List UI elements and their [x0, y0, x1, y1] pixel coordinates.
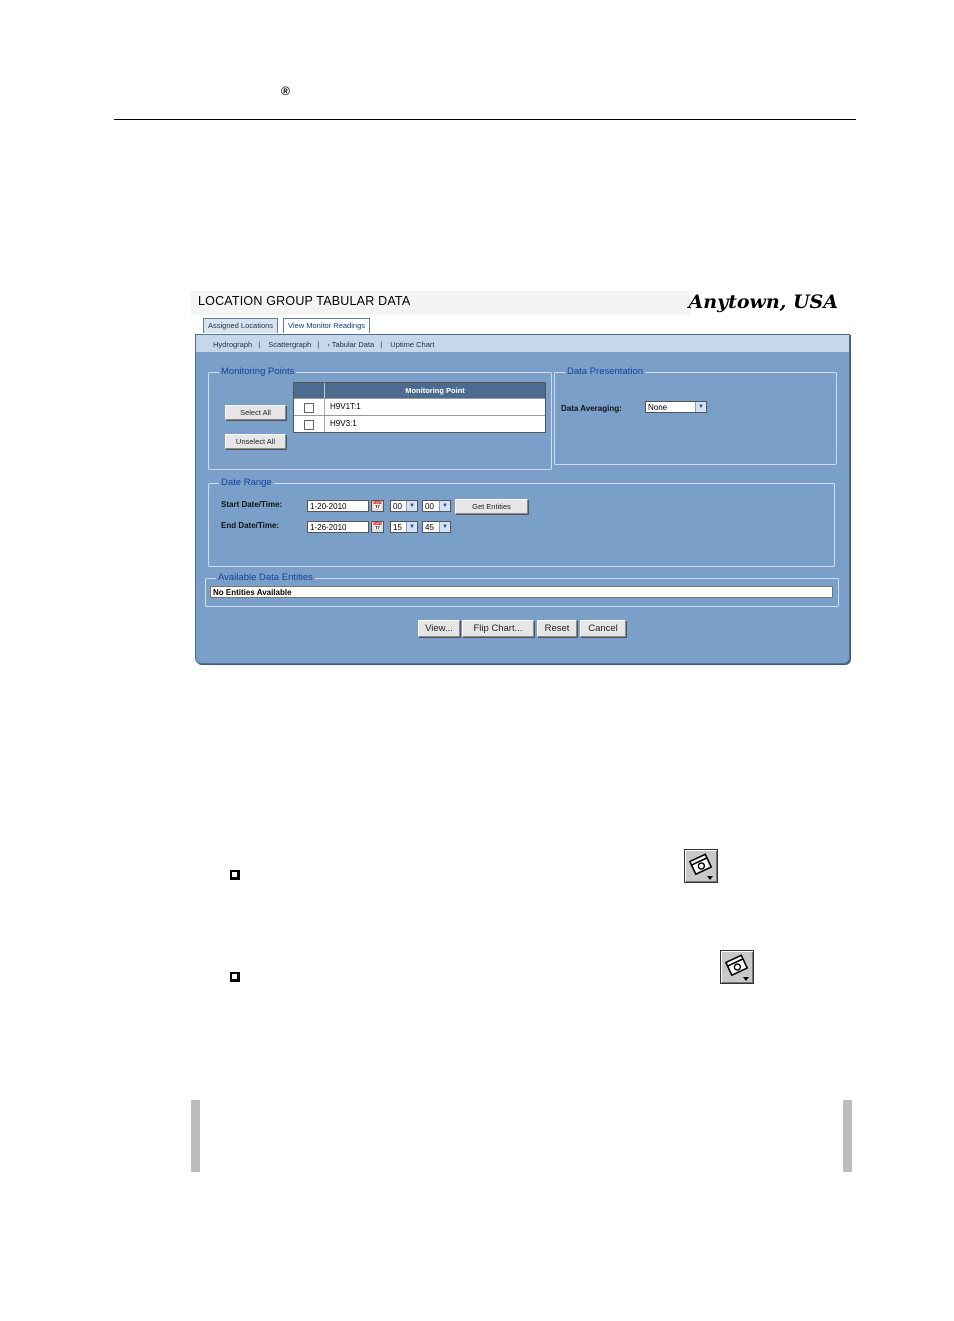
monitoring-point-table — [293, 382, 546, 433]
start-date-input[interactable]: 1-20-2010 — [307, 500, 369, 512]
view-button[interactable]: View... — [418, 620, 460, 637]
table-row — [294, 415, 545, 432]
table-row — [294, 398, 545, 415]
app-header — [191, 291, 852, 315]
chevron-down-icon: ▼ — [695, 402, 706, 412]
subnav: Hydrograph | Scattergraph | › Tabular Data | Uptime Chart — [196, 335, 849, 352]
start-minute-select[interactable] — [422, 500, 451, 512]
monitoring-point-column-header: Monitoring Point — [405, 386, 465, 395]
note-bar-right — [843, 1100, 852, 1172]
end-date-input[interactable]: 1-26-2010 — [307, 521, 369, 533]
start-hour-select[interactable] — [390, 500, 418, 512]
monitoring-points-legend: Monitoring Points — [221, 366, 295, 377]
start-hour-value: 00 — [393, 502, 402, 511]
monitoring-point-name: H9V3:1 — [330, 419, 357, 428]
data-averaging-select[interactable] — [645, 401, 707, 413]
registered-mark: ® — [281, 84, 290, 98]
note-box — [191, 1100, 852, 1172]
city-name: Anytown, USA — [688, 291, 838, 313]
app-screenshot — [191, 291, 852, 666]
monitoring-point-name: H9V1T:1 — [330, 402, 361, 411]
start-minute-value: 00 — [425, 502, 434, 511]
row-checkbox[interactable] — [304, 403, 314, 413]
data-presentation-group — [554, 366, 837, 465]
end-date-label: End Date/Time: — [221, 521, 280, 530]
main-panel — [195, 334, 850, 664]
chevron-down-icon: ▼ — [439, 501, 450, 511]
page-title: LOCATION GROUP TABULAR DATA — [198, 294, 411, 308]
data-averaging-label: Data Averaging: — [561, 404, 622, 413]
start-date-label: Start Date/Time: — [221, 500, 283, 509]
checkbox-bullet-icon — [230, 972, 240, 982]
end-hour-select[interactable] — [390, 521, 418, 533]
end-hour-value: 15 — [393, 523, 402, 532]
tab-view-monitor-readings[interactable]: View Monitor Readings — [283, 318, 370, 333]
date-range-group — [208, 477, 835, 567]
header-rule — [114, 119, 856, 120]
chevron-down-icon: ▼ — [406, 522, 417, 532]
unselect-all-button[interactable]: Unselect All — [225, 434, 286, 449]
calendar-icon — [720, 950, 754, 984]
entities-list[interactable]: No Entities Available — [210, 586, 833, 598]
row-checkbox[interactable] — [304, 420, 314, 430]
subnav-scattergraph[interactable]: Scattergraph — [268, 340, 312, 349]
subnav-uptime-chart[interactable]: Uptime Chart — [390, 340, 435, 349]
calendar-icon — [684, 849, 718, 883]
flip-chart-button[interactable]: Flip Chart... — [462, 620, 534, 637]
cancel-button[interactable]: Cancel — [580, 620, 626, 637]
subnav-tabular-data[interactable]: › Tabular Data — [327, 340, 375, 349]
data-presentation-legend: Data Presentation — [567, 366, 644, 377]
select-all-button[interactable]: Select All — [225, 405, 286, 420]
checkbox-bullet-icon — [230, 870, 240, 880]
get-entities-button[interactable]: Get Entities — [455, 499, 528, 514]
subnav-hydrograph[interactable]: Hydrograph — [213, 340, 253, 349]
chevron-down-icon: ▼ — [439, 522, 450, 532]
end-minute-value: 45 — [425, 523, 434, 532]
note-bar-left — [191, 1100, 200, 1172]
chevron-down-icon: ▼ — [406, 501, 417, 511]
data-averaging-value: None — [648, 403, 668, 412]
table-header — [294, 383, 545, 398]
calendar-icon[interactable]: 📅 — [372, 501, 383, 510]
date-range-legend: Date Range — [221, 477, 272, 488]
end-minute-select[interactable] — [422, 521, 451, 533]
reset-button[interactable]: Reset — [537, 620, 577, 637]
monitoring-points-group — [208, 366, 552, 470]
available-entities-legend: Available Data Entities — [218, 572, 313, 583]
calendar-icon[interactable]: 📅 — [372, 522, 383, 531]
tab-assigned-locations[interactable]: Assigned Locations — [203, 318, 278, 333]
